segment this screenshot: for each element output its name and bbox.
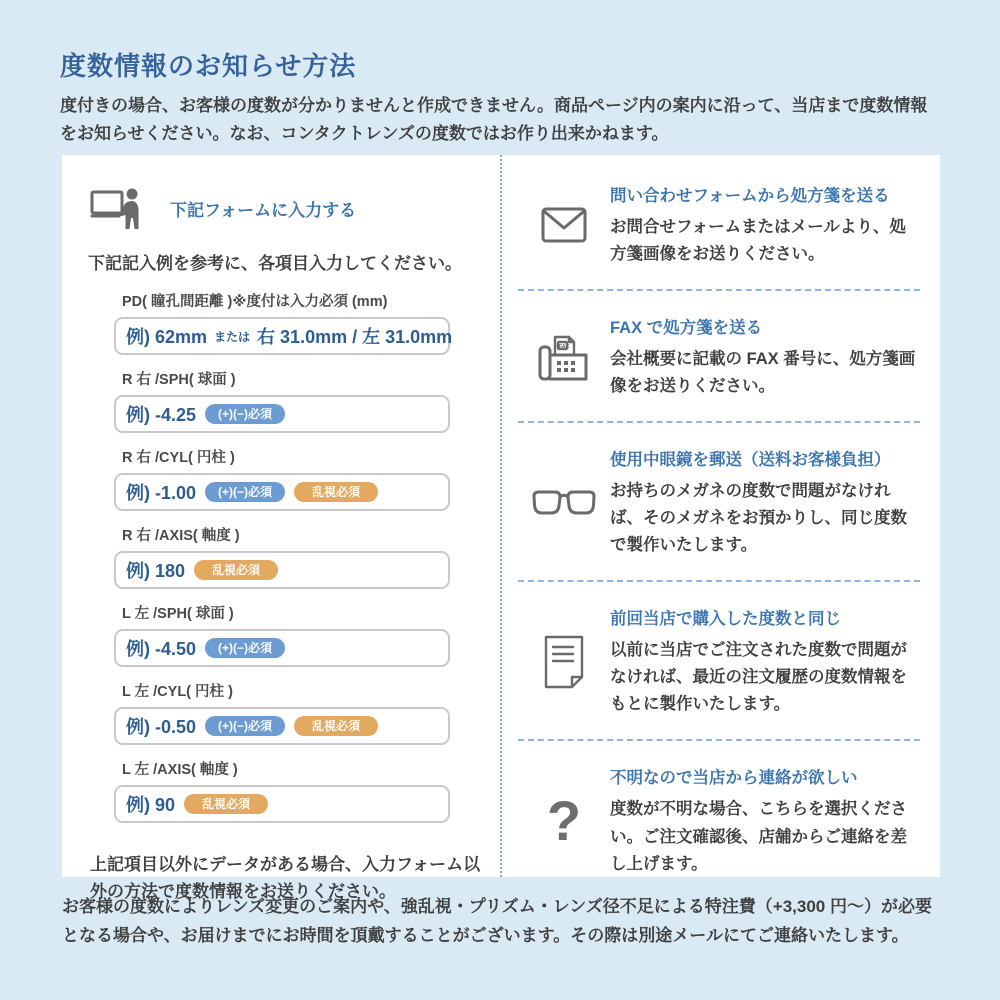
field-example-l-sph [114,629,450,667]
astigmatism-required-badge: 乱視必須 [294,482,378,502]
plus-minus-required-badge: (+)(−)必須 [205,638,285,658]
example-value-extra: 右 31.0mm / 左 31.0mm [257,327,453,347]
contact-body [610,182,920,268]
form-example-area [114,290,453,823]
footer-note: お客様の度数によりレンズ変更のご案内や、強乱視・プリズム・レンズ径不足による特注費（+3,300 円～）が必要となる場合や、お届けまでにお時間を頂戴することがございます。その際は別途メールにてご連絡いたします。 [62,897,932,945]
contact-body [610,605,920,718]
field-label-l-sph: L 左 /SPH( 球面 ) [122,606,234,622]
example-value: 例) -1.00 [126,483,197,503]
form-instruction: 下記記入例を参考に、各項目入力してください。 [88,254,462,273]
example-value: 例) 90 [126,795,176,815]
field-example-r-sph [114,395,450,433]
form-panel [62,155,500,902]
astigmatism-required-badge: 乱視必須 [184,794,268,814]
contact-section-fax [518,289,920,421]
plus-minus-required-badge: (+)(−)必須 [205,482,285,502]
contact-methods-panel [500,155,940,877]
field-example-l-axis [114,785,450,823]
intro-text: 度付きの場合、お客様の度数が分かりませんと作成できません。商品ページ内の案内に沿って、当店まで度数情報をお知らせください。なお、コンタクトレンズの度数ではお作り出来かねます。 [60,96,928,143]
question-mark-icon: ? [546,789,582,853]
contact-body [610,764,920,877]
contact-body [610,446,920,559]
glasses-icon [518,446,610,559]
example-value: 例) -0.50 [126,717,197,737]
contact-section-previous-order [518,580,920,739]
field-example-pd [114,317,453,355]
contact-text: 以前に当店でご注文された度数で問題がなければ、最近の注文履歴の度数情報をもとに製作いたします。 [610,641,907,714]
contact-title: 不明なので当店から連絡が欲しい [610,769,858,788]
contact-title: 使用中眼鏡を郵送（送料お客様負担） [610,451,891,470]
example-or-text: または [214,329,251,344]
page-title: 度数情報のお知らせ方法 [60,51,357,81]
plus-minus-required-badge: (+)(−)必須 [205,716,285,736]
prescription-methods-card [62,155,940,902]
plus-minus-required-badge: (+)(−)必須 [205,404,285,424]
svg-text:FAX: FAX [558,343,570,350]
contact-title: FAX で処方箋を送る [610,319,763,338]
example-value: 例) -4.25 [126,405,197,425]
fax-icon [518,314,610,400]
contact-body [610,314,920,400]
field-label-r-cyl: R 右 /CYL( 円柱 ) [122,450,235,466]
field-example-l-cyl [114,707,450,745]
contact-text: お問合せフォームまたはメールより、処方箋画像をお送りください。 [610,218,906,264]
form-panel-heading: 下記フォームに入力する [170,200,357,220]
form-panel-note: 上記項目以外にデータがある場合、入力フォーム以外の方法で度数情報をお送りください。 [90,855,481,902]
contact-text: お持ちのメガネの度数で問題がなければ、そのメガネをお預かりし、同じ度数で製作いたします。 [610,482,907,555]
example-value: 例) 180 [126,561,186,581]
astigmatism-required-badge: 乱視必須 [194,560,278,580]
field-label-r-axis: R 右 /AXIS( 軸度 ) [122,528,240,544]
form-panel-header [88,185,500,231]
contact-title: 前回当店で購入した度数と同じ [610,610,841,629]
field-label-l-axis: L 左 /AXIS( 軸度 ) [122,762,238,778]
contact-section-unknown [518,739,920,898]
document-icon [518,605,610,718]
field-example-r-cyl [114,473,450,511]
example-value: 例) 62mm [126,327,208,347]
contact-section-mail-glasses [518,421,920,580]
example-value: 例) -4.50 [126,639,197,659]
field-label-r-sph: R 右 /SPH( 球面 ) [122,372,236,388]
contact-text: 度数が不明な場合、こちらを選択ください。ご注文確認後、店舗からご連絡を差し上げます。 [610,800,907,873]
contact-text: 会社概要に記載の FAX 番号に、処方箋画像をお送りください。 [610,350,916,396]
envelope-icon [518,182,610,268]
field-label-pd: PD( 瞳孔間距離 )※度付は入力必須 (mm) [122,294,388,310]
field-example-r-axis [114,551,450,589]
contact-section-form [518,159,920,289]
astigmatism-required-badge: 乱視必須 [294,716,378,736]
presenter-computer-icon [88,185,148,231]
field-label-l-cyl: L 左 /CYL( 円柱 ) [122,684,233,700]
contact-title: 問い合わせフォームから処方箋を送る [610,187,890,205]
